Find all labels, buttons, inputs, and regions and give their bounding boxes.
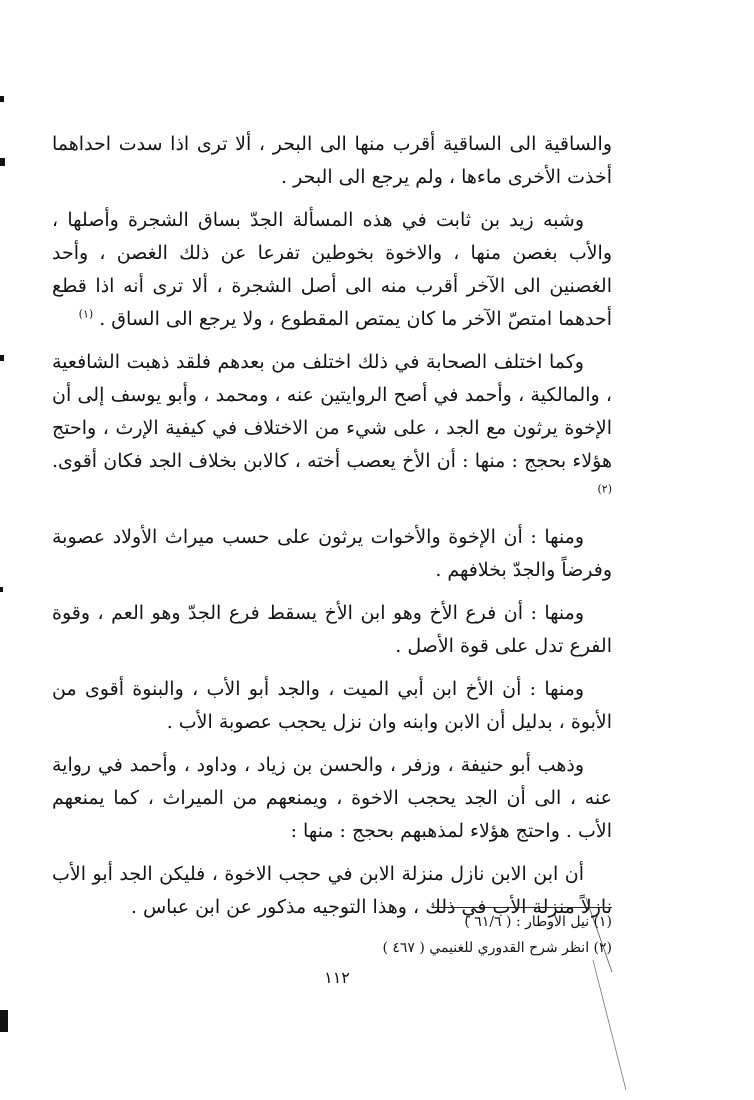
paragraph-3-text: وكما اختلف الصحابة في ذلك اختلف من بعدهم فلقد ذهبت الشافعية ، والمالكية ، وأحمد في أصح الروايتين عنه ، ومحمد ، وأبو يوسف إلى أن الإخوة يرثون مع الجد ، على شيء من الاختلاف في كيفية الإرث ، واحتج هؤلاء بحجج : منها : أن الأخ يعصب أخته ، كالابن بخلاف الجد فكان أقوى. bbox=[52, 351, 612, 472]
footnote-1: (١) نيل الأوطار : ( ٦١/٦ ) bbox=[464, 914, 612, 930]
paragraph-3 bbox=[52, 346, 612, 511]
paragraph-1 bbox=[52, 128, 612, 194]
footnote-marker-2: (٢) bbox=[597, 482, 612, 496]
paragraph-5-text: ومنها : أن فرع الأخ وهو ابن الأخ يسقط فرع الجدّ وهو العم ، وقوة الفرع تدل على قوة الأصل . bbox=[52, 602, 612, 657]
paragraph-5 bbox=[52, 597, 612, 663]
paragraph-4 bbox=[52, 521, 612, 587]
paragraph-6-text: ومنها : أن الأخ ابن أبي الميت ، والجد أبو الأب ، والبنوة أقوى من الأبوة ، بدليل أن الابن وابنه وان نزل يحجب عصوبة الأب . bbox=[52, 678, 612, 733]
paragraph-7-text: وذهب أبو حنيفة ، وزفر ، والحسن بن زياد ، وداود ، وأحمد في رواية عنه ، الى أن الجد يحجب الاخوة ، ويمنعهم من الميراث ، كما يمنعهم الأب . واحتج هؤلاء لمذهبهم بحجج : منها : bbox=[52, 754, 612, 842]
paragraph-4-text: ومنها : أن الإخوة والأخوات يرثون على حسب ميراث الأولاد عصوبة وفرضاً والجدّ بخلافهم . bbox=[52, 526, 612, 581]
paragraph-2 bbox=[52, 204, 612, 336]
footnotes bbox=[300, 909, 612, 961]
scan-edge-mark bbox=[0, 587, 3, 592]
scan-edge-mark bbox=[0, 1010, 8, 1032]
paragraph-8-text: أن ابن الابن نازل منزلة الابن في حجب الاخوة ، فليكن الجد أبو الأب نازلاً منزلة الأب في ذلك ، وهذا التوجيه مذكور عن ابن عباس . bbox=[52, 863, 612, 918]
scan-edge-mark bbox=[0, 158, 5, 166]
paragraph-2-text: وشبه زيد بن ثابت في هذه المسألة الجدّ بساق الشجرة وأصلها ، والأب بغصن منها ، والاخوة بخوطين تفرعا عن ذلك الغصن ، وأحد الغصنين الى الآخر أقرب منه الى أصل الشجرة ، ألا ترى أنه اذا قطع أحدهما امتصّ الآخر ما كان يمتص المقطوع ، ولا يرجع الى الساق . bbox=[52, 209, 612, 330]
paragraph-7 bbox=[52, 749, 612, 848]
page-number: ١١٢ bbox=[324, 968, 350, 987]
footnote-marker-1: (١) bbox=[78, 307, 94, 321]
main-text bbox=[52, 128, 612, 934]
footnote-divider bbox=[432, 907, 612, 908]
paragraph-1-text: والساقية الى الساقية أقرب منها الى البحر ، ألا ترى اذا سدت احداهما أخذت الأخرى ماءها ، ولم يرجع الى البحر . bbox=[52, 133, 612, 188]
scan-artifact-line-2 bbox=[593, 960, 626, 1090]
paragraph-6 bbox=[52, 673, 612, 739]
scan-edge-mark bbox=[0, 96, 4, 102]
scan-edge-mark bbox=[0, 355, 4, 361]
footnote-2: (٢) انظر شرح القدوري للغنيمي ( ٤٦٧ ) bbox=[382, 940, 612, 956]
